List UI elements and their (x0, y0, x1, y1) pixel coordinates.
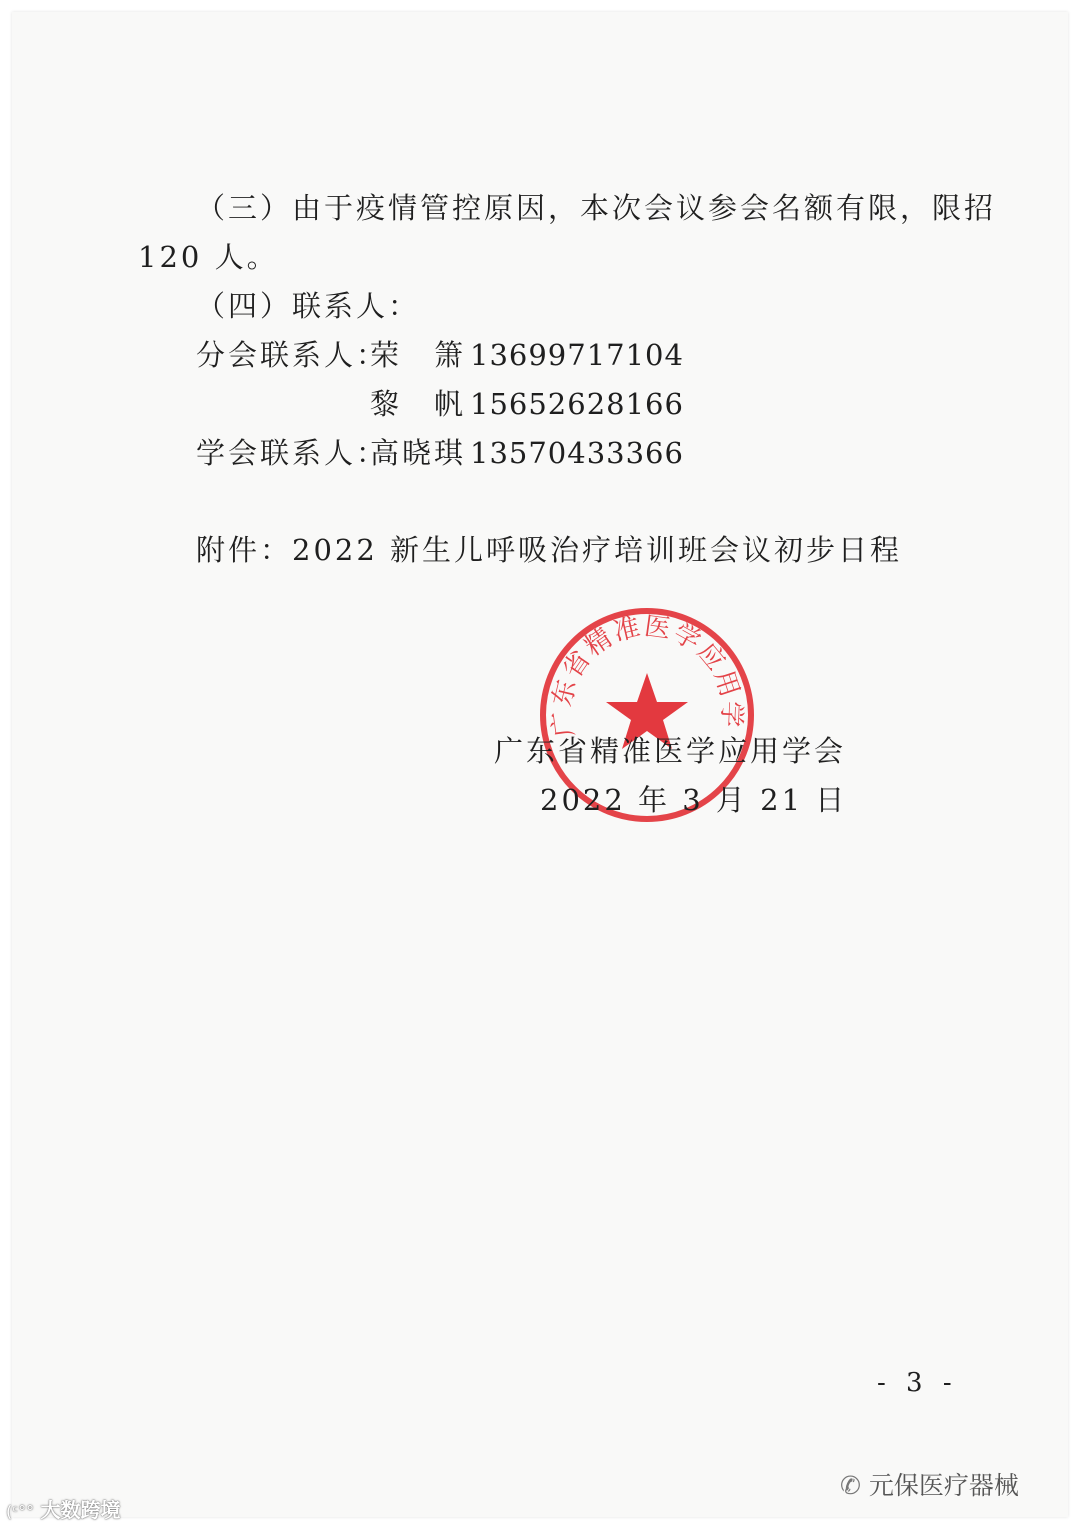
wechat-icon: ✆ (840, 1471, 861, 1500)
society-contact-label: 学会联系人： (196, 436, 389, 470)
branch-contact-1-name: 荣 箫 (370, 338, 467, 372)
seal-text: 广东省精准医学应用学 (547, 611, 747, 739)
society-contact-phone: 13570433366 (470, 436, 684, 470)
attachment-line: 附件：2022 新生儿呼吸治疗培训班会议初步日程 (196, 533, 903, 567)
branch-contact-2-phone: 15652628166 (470, 387, 684, 421)
signature-organization: 广东省精准医学应用学会 (494, 734, 847, 768)
contacts-heading: （四）联系人： (196, 289, 421, 323)
branch-contact-label: 分会联系人： (196, 338, 389, 372)
page-number: - 3 - (877, 1368, 958, 1398)
branch-contact-1-phone: 13699717104 (470, 338, 684, 372)
watermark-right-text: 元保医疗器械 (868, 1471, 1019, 1500)
watermark-left-logo-icon: (ᶜ°° (6, 1502, 35, 1521)
watermark-left-text: 大数跨境 (40, 1498, 121, 1522)
paragraph-three-line-1: （三）由于疫情管控原因，本次会议参会名额有限，限招 (196, 191, 997, 225)
signature-date: 2022 年 3 月 21 日 (540, 783, 848, 817)
watermark-right (840, 1466, 1019, 1502)
society-contact-name: 高晓琪 (370, 436, 467, 470)
branch-contact-2-name: 黎 帆 (370, 387, 467, 421)
watermark-left (6, 1494, 121, 1523)
paragraph-three-line-2: 120 人。 (138, 240, 279, 274)
